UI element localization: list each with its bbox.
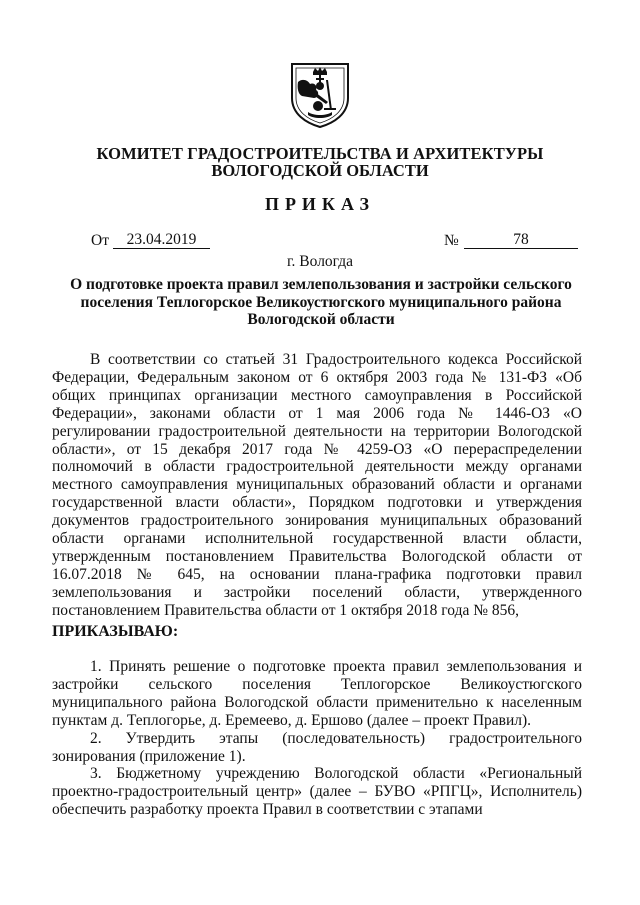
order-item: 3. Бюджетному учреждению Вологодской области «Региональный проектно-градостроительный центр» (далее – БУВО «РПГЦ», Исполнитель) обеспечить разработку проекта Правил в соответствии с этапами [52,765,582,819]
orders-heading: ПРИКАЗЫВАЮ: [52,623,179,640]
number-label: № [444,232,459,249]
vologda-oblast-coat-of-arms-icon [288,60,352,128]
document-type-title: ПРИКАЗ [264,194,376,214]
city: г. Вологда [286,253,354,270]
organization-name-line-2: ВОЛОГОДСКОЙ ОБЛАСТИ [211,161,429,180]
organization-name-line-1: КОМИТЕТ ГРАДОСТРОИТЕЛЬСТВА И АРХИТЕКТУРЫ [96,144,544,163]
order-items-list [52,658,582,819]
order-item: 2. Утвердить этапы (последовательность) градостроительного зонирования (приложение 1). [52,729,582,765]
date-number-row [91,232,580,252]
date-label: От [91,232,109,249]
preamble-paragraph: В соответствии со статьей 31 Градостроительного кодекса Российской Федерации, Федеральным законом от 6 октября 2003 года № 131-ФЗ «Об общих принципах организации местного самоуправления в Российской Федерации», законами области от 1 мая 2006 года № 1446-ОЗ «О регулировании градостроительной деятельности на территории Вологодской области», от 15 декабря 2017 года № 4259-ОЗ «О перераспределении полномочий в области градостроительной деятельности между органами местного самоуправления муниципальных образований области и органами государственной власти области», Порядком подготовки и утверждения документов градостроительного зонирования муниципальных образований области органами исполнительной государственной власти области, утвержденным постановлением Правительства Вологодской области от 16.07.2018 № 645, на основании плана-графика подготовки правил землепользования и застройки поселений области, утвержденного постановлением Правительства области от 1 октября 2018 года № 856, [52,351,582,619]
order-date: 23.04.2019 [113,232,210,249]
order-subject: О подготовке проекта правил землепользования и застройки сельского поселения Теплогорское Великоустюгского муниципального района Вологодской области [70,276,572,329]
order-number: 78 [464,232,578,249]
order-item: 1. Принять решение о подготовке проекта правил землепользования и застройки сельского поселения Теплогорское Великоустюгского муниципального района Вологодской области применительно к населенным пунктам д. Теплогорье, д. Еремеево, д. Ершово (далее – проект Правил). [52,658,582,729]
